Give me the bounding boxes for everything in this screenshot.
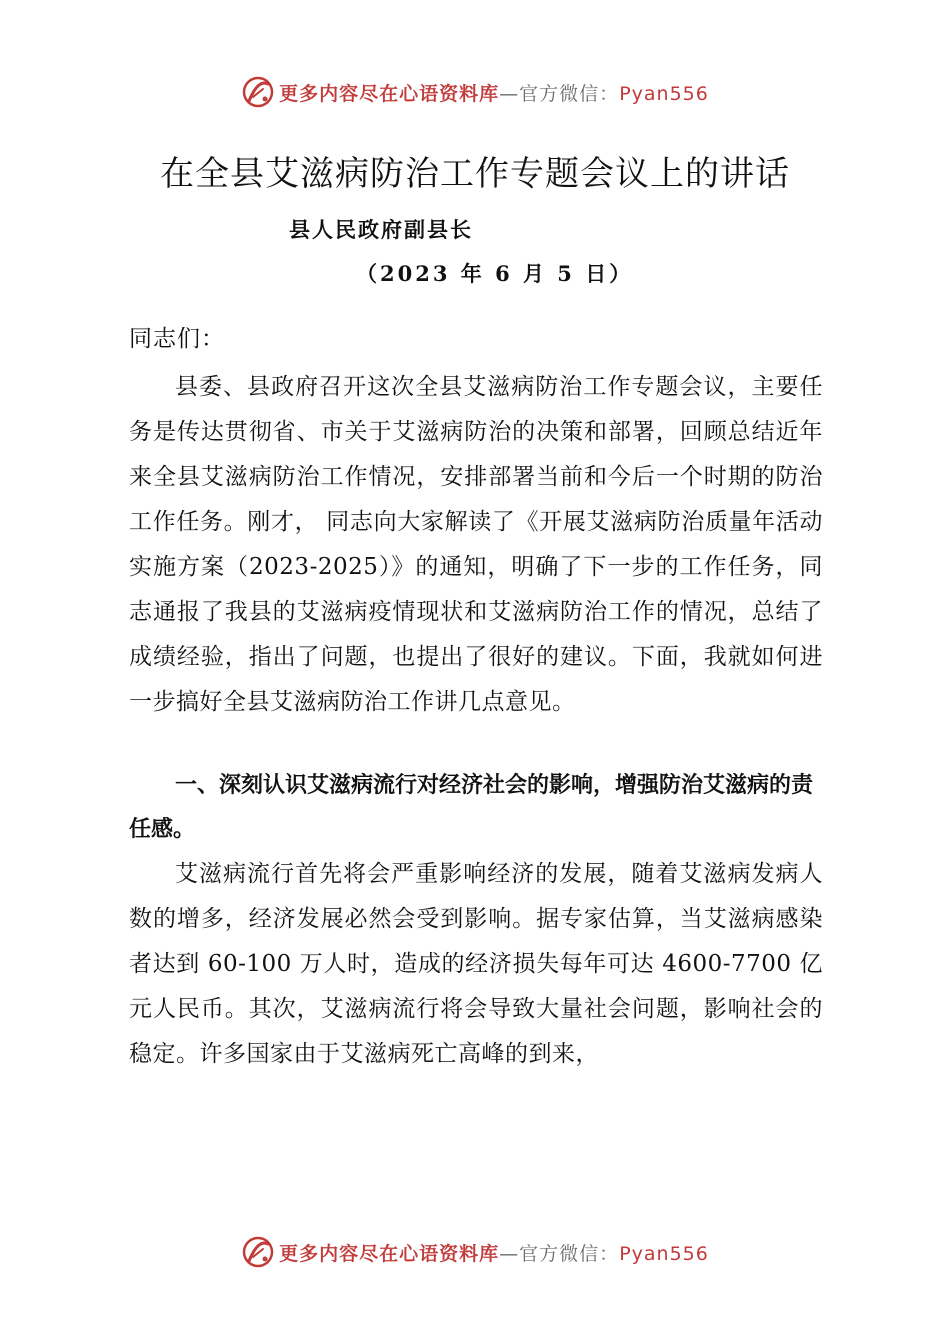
paragraph-1: 县委、县政府召开这次全县艾滋病防治工作专题会议，主要任务是传达贯彻省、市关于艾滋病防治的决策和部署，回顾总结近年来全县艾滋病防治工作情况，安排部署当前和今后一个时期的防治工作任务。刚才， 同志向大家解读了《开展艾滋病防治质量年活动实施方案（2023-2025）》的通知，明确了下一步的工作任务，同志通报了我县的艾滋病疫情现状和艾滋病防治工作的情况，总结了成绩经验，指出了问题，也提出了很好的建议。下面，我就如何进一步搞好全县艾滋病防治工作讲几点意见。 (129, 374, 823, 715)
footer-banner-part3: Pyan556 (619, 1242, 709, 1265)
speaker-line: 县人民政府副县长 (289, 217, 473, 242)
footer-watermark-banner (0, 1234, 950, 1270)
date-line: （2023 年 6 月 5 日） (356, 261, 634, 286)
header-banner-part3: Pyan556 (619, 82, 709, 105)
header-banner-part1: 更多内容尽在心语资料库 (279, 82, 500, 105)
footer-banner-part2: —官方微信： (499, 1242, 620, 1265)
header-banner-text (279, 79, 709, 106)
footer-banner-text (279, 1239, 709, 1266)
header-watermark-banner (0, 74, 950, 110)
logo-icon (241, 1235, 275, 1269)
greeting: 同志们： (129, 326, 225, 352)
document-title: 在全县艾滋病防治工作专题会议上的讲话 (160, 154, 790, 194)
section-heading-1: 一、深刻认识艾滋病流行对经济社会的影响，增强防治艾滋病的责任感。 (129, 773, 814, 842)
logo-icon (241, 75, 275, 109)
footer-banner-part1: 更多内容尽在心语资料库 (279, 1242, 500, 1265)
paragraph-2: 艾滋病流行首先将会严重影响经济的发展，随着艾滋病发病人数的增多，经济发展必然会受到影响。据专家估算，当艾滋病感染者达到 60-100 万人时，造成的经济损失每年可达 4600-7700 亿元人民币。其次，艾滋病流行将会导致大量社会问题，影响社会的稳定。许多国家由于艾滋病死亡高峰的到来， (129, 861, 823, 1067)
header-banner-part2: —官方微信： (499, 82, 620, 105)
